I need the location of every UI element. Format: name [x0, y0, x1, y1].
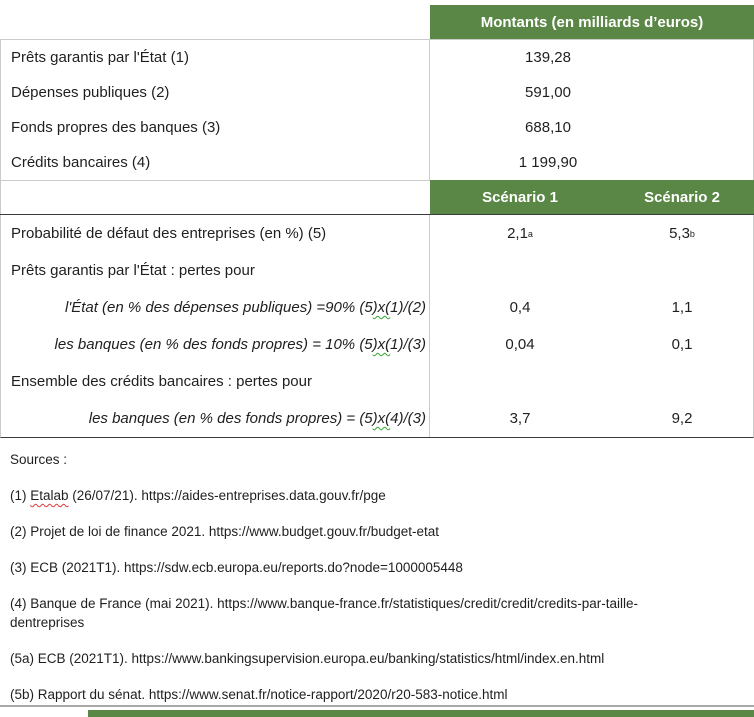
- header-scenario2-label: Scénario 2: [644, 188, 720, 206]
- formula-pre: les banques (en % des fonds propres) = 10% (5: [54, 336, 373, 353]
- next-table-header-partial: [88, 710, 754, 717]
- row-label-probabilite-defaut: Probabilité de défaut des entreprises (en %) (5): [1, 215, 430, 252]
- section-montants: [0, 39, 754, 180]
- row-label-formule-etat: [1, 289, 430, 326]
- header-montants-cell: [430, 5, 754, 39]
- table-row: [1, 363, 753, 400]
- row-spacer: [666, 145, 753, 180]
- source-5a: (5a) ECB (2021T1). https://www.bankingsupervision.europa.eu/banking/statistics/html/index.en.html: [10, 651, 605, 666]
- row-label-formule-banques-pge: [1, 326, 430, 363]
- source-1-prefix: (1): [10, 488, 31, 503]
- row-value-s2: 1,1: [671, 299, 693, 316]
- row-label-ensemble-credits: Ensemble des crédits bancaires : pertes pour: [1, 363, 430, 400]
- formula-post: 1)/(3): [390, 336, 426, 353]
- table-row: [1, 75, 753, 110]
- value-number: 2,1: [507, 225, 528, 242]
- sources-section: [0, 450, 754, 704]
- row-spacer: [666, 110, 753, 145]
- row-label-prets-garantis: Prêts garantis par l'État (1): [1, 40, 430, 75]
- table-row: [1, 145, 753, 180]
- header-left-spacer: [0, 5, 430, 39]
- formula-pre: l'État (en % des dépenses publiques) =90% (5: [65, 299, 373, 316]
- source-1-etalab: Etalab: [30, 488, 69, 503]
- header-left-spacer: [0, 180, 430, 214]
- table-row: [1, 289, 753, 326]
- row-spacer: [666, 75, 753, 110]
- row-value-s2: [610, 363, 754, 400]
- table-row: [1, 215, 753, 252]
- source-2: (2) Projet de loi de finance 2021. https://www.budget.gouv.fr/budget-etat: [10, 524, 440, 539]
- table-row: [1, 252, 753, 289]
- table-header-montants-row: [0, 5, 754, 39]
- header-scenarios-cell: [430, 180, 754, 214]
- row-value-s1: 2,1 a: [507, 225, 533, 242]
- header-scenario1-label: Scénario 1: [482, 188, 558, 206]
- table-row: [1, 110, 753, 145]
- row-label-fonds-propres: Fonds propres des banques (3): [1, 110, 430, 145]
- row-label-prets-pertes-pour: Prêts garantis par l'État : pertes pour: [1, 252, 430, 289]
- row-value-s2: 0,1: [671, 336, 693, 353]
- value-number: 5,3: [669, 225, 690, 242]
- formula-post: 4)/(3): [390, 410, 426, 427]
- row-value-s2: [610, 252, 754, 289]
- header-montants-label: Montants (en milliards d’euros): [480, 13, 704, 31]
- row-spacer: [666, 40, 753, 75]
- row-value-s1: 0,04: [505, 336, 535, 353]
- row-value-s1: 0,4: [509, 299, 531, 316]
- row-value-prets-garantis: 139,28: [525, 49, 571, 66]
- formula-squiggle: )x(: [372, 410, 391, 427]
- row-value-s1: [430, 252, 610, 289]
- table-row: [1, 400, 753, 437]
- source-4-line1: (4) Banque de France (mai 2021). https://www.banque-france.fr/statistiques/credit/credit/credits-par-taille-: [10, 596, 639, 611]
- table-row: [1, 326, 753, 363]
- row-label-formule-banques-credits: [1, 400, 430, 437]
- formula-pre: les banques (en % des fonds propres) = (5: [88, 410, 373, 427]
- formula-post: 1)/(2): [390, 299, 426, 316]
- row-value-fonds-propres: 688,10: [525, 119, 571, 136]
- table-header-scenarios-row: [0, 180, 754, 215]
- footer-rule: [0, 705, 754, 707]
- section-scenarios: [0, 215, 754, 438]
- row-value-s1: 3,7: [509, 410, 531, 427]
- row-label-depenses-publiques: Dépenses publiques (2): [1, 75, 430, 110]
- formula-squiggle: )x(: [372, 336, 391, 353]
- source-4-line2: dentreprises: [10, 615, 85, 630]
- sources-title: Sources :: [10, 452, 68, 467]
- row-label-credits-bancaires: Crédits bancaires (4): [1, 145, 430, 180]
- table-row: [1, 40, 753, 75]
- source-5b: (5b) Rapport du sénat. https://www.senat.fr/notice-rapport/2020/r20-583-notice.html: [10, 687, 508, 702]
- row-value-s2: 9,2: [671, 410, 693, 427]
- formula-squiggle: )x(: [372, 299, 391, 316]
- source-3: (3) ECB (2021T1). https://sdw.ecb.europa.eu/reports.do?node=1000005448: [10, 560, 463, 575]
- source-1: [10, 486, 754, 505]
- row-value-depenses-publiques: 591,00: [525, 84, 571, 101]
- row-value-s1: [430, 363, 610, 400]
- row-value-credits-bancaires: 1 199,90: [518, 154, 578, 171]
- source-1-url: (26/07/21). https://aides-entreprises.data.gouv.fr/pge: [68, 488, 386, 503]
- row-value-s2: 5,3 b: [669, 225, 695, 242]
